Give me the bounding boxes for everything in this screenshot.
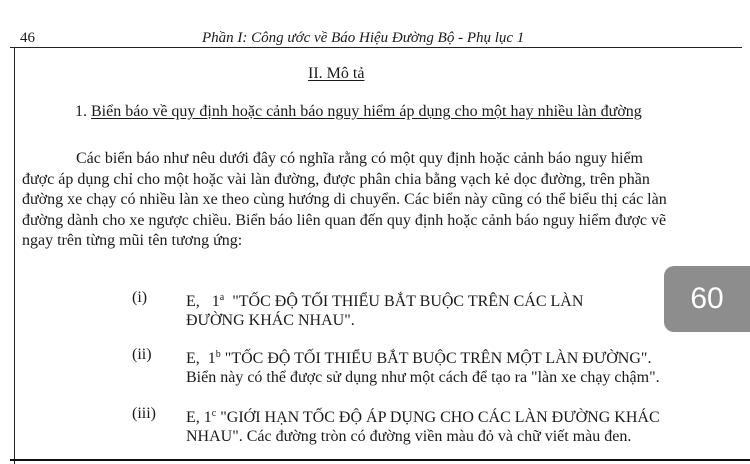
sign-code-number: 1: [211, 293, 220, 310]
page-number: 46: [20, 30, 35, 46]
paragraph-line: đường xe chạy có nhiều làn xe theo cùng hướng di chuyển. Các biển này cũng có thể biểu thị các làn: [22, 191, 667, 208]
list-item-body: [186, 288, 583, 330]
subsection-heading: [75, 103, 642, 121]
sign-code: E, 1: [186, 409, 212, 426]
list-item-line: [186, 345, 660, 368]
list-marker: (iii): [132, 405, 156, 422]
page-number-badge-label: 60: [690, 282, 724, 315]
paragraph-line: đường dành cho xe ngược chiều. Biển báo liên quan đến quy định hoặc cảnh báo nguy hiểm được vẽ: [22, 211, 667, 229]
list-marker: (ii): [132, 346, 152, 363]
sign-title-line: "TỐC ĐỘ TỐI THIỂU BẮT BUỘC TRÊN MỘT LÀN ĐƯỜNG".: [224, 350, 652, 367]
section-heading: II. Mô tả: [308, 65, 365, 82]
list-item-body: [186, 404, 660, 446]
intro-paragraph: [22, 149, 732, 252]
list-item-line: Biển này có thể được sử dụng như một cách để tạo ra "làn xe chạy chậm".: [186, 369, 660, 386]
list-item-line: [186, 404, 660, 427]
bottom-rule: [10, 459, 750, 461]
sign-code-number: 1: [207, 350, 216, 367]
paragraph-line: ngay trên từng mũi tên tương ứng:: [22, 232, 243, 249]
page-number-badge[interactable]: [664, 266, 750, 332]
left-margin-rule: [14, 48, 15, 464]
subsection-title: Biển báo về quy định hoặc cảnh báo nguy hiểm áp dụng cho một hay nhiều làn đường: [91, 103, 642, 120]
paragraph-line: Các biển báo như nêu dưới đây có nghĩa rằng có một quy định hoặc cảnh báo nguy hiểm: [76, 150, 643, 167]
running-header-title: Phần I: Công ước về Báo Hiệu Đường Bộ - Phụ lục 1: [202, 30, 525, 46]
sign-title-line: "TỐC ĐỘ TỐI THIỂU BẮT BUỘC TRÊN CÁC LÀN: [232, 293, 584, 310]
sign-title-line: "GIỚI HẠN TỐC ĐỘ ÁP DỤNG CHO CÁC LÀN ĐƯỜNG KHÁC: [220, 409, 660, 426]
list-item-line: NHAU". Các đường tròn có đường viền màu đỏ và chữ viết màu đen.: [186, 428, 632, 445]
sign-code-superscript: c: [211, 408, 217, 419]
subsection-number: 1.: [75, 103, 87, 120]
list-item-line: [186, 288, 583, 311]
sign-code: E,: [186, 293, 200, 310]
sign-code-superscript: b: [215, 349, 221, 360]
list-item-body: [186, 345, 660, 387]
paragraph-line: được áp dụng chỉ cho một hoặc vài làn đường, được phân chia bằng vạch kẻ dọc đường, trên phần: [22, 170, 650, 188]
list-marker: (i): [132, 289, 148, 306]
sign-code: E,: [186, 350, 200, 367]
list-item-line: ĐƯỜNG KHÁC NHAU".: [186, 312, 355, 329]
header-rule: [10, 47, 742, 48]
sign-code-superscript: a: [219, 292, 225, 303]
